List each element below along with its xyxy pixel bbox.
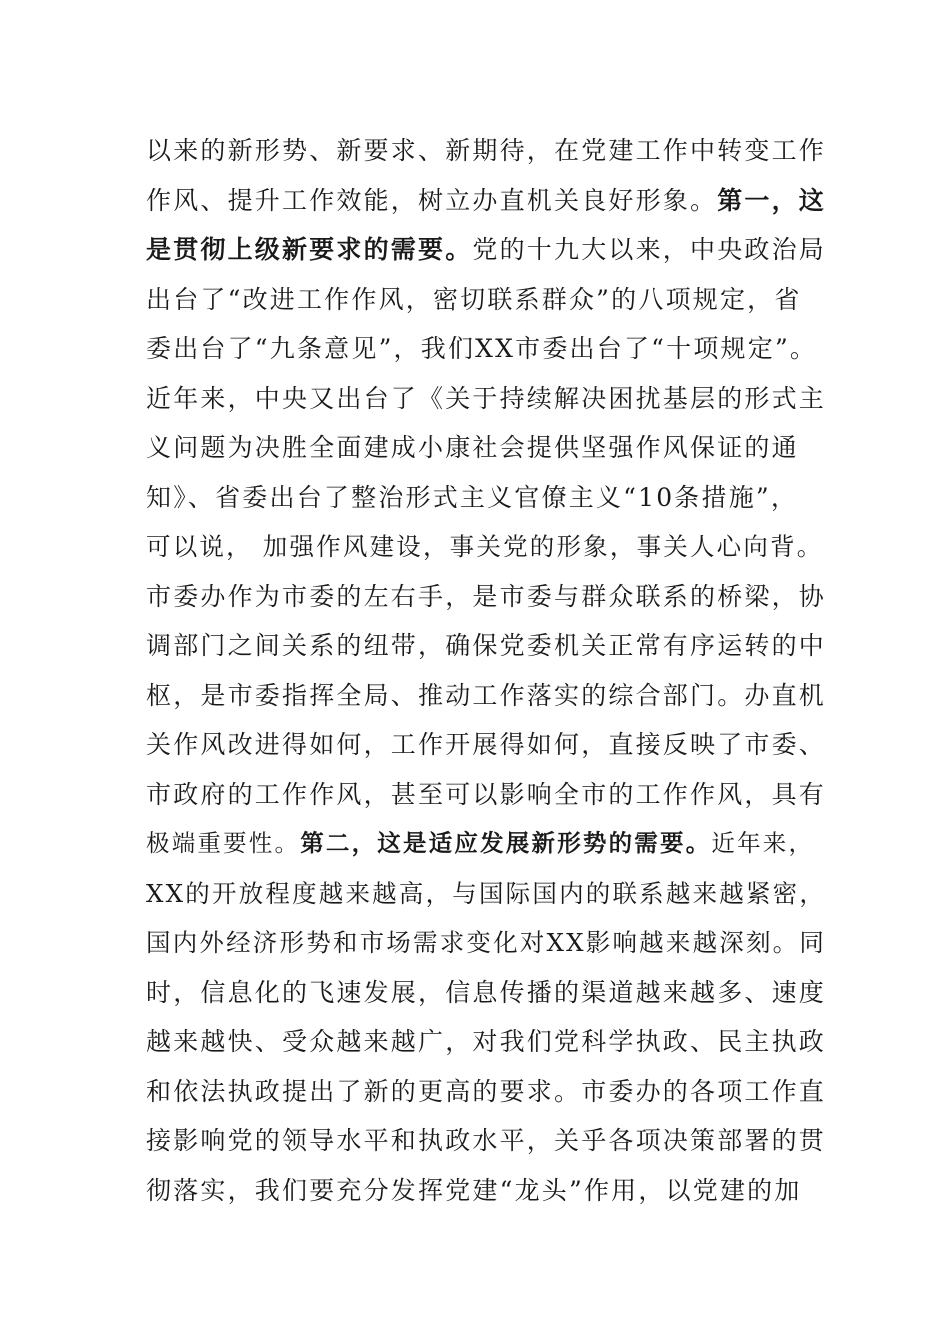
text-line xyxy=(146,423,814,473)
bold-text-segment: 第一，这 xyxy=(717,185,827,215)
text-line xyxy=(146,671,827,721)
text-segment: 枢，是市委指挥全局、推动工作落实的综合部门。办直机 xyxy=(146,680,827,710)
text-line xyxy=(146,770,827,820)
bold-text-segment: 是贯彻上级新要求的需要。 xyxy=(146,235,473,264)
text-segment: 义问题为决胜全面建成小康社会提供坚强作风保证的通 xyxy=(146,433,799,462)
text-line xyxy=(146,1166,814,1216)
text-segment: 极端重要性。 xyxy=(146,829,301,857)
text-segment: 彻落实，我们要充分发挥党建“龙头”作用，以党建的加 xyxy=(146,1175,802,1205)
text-segment: 近年来，中央又出台了《关于持续解决困扰基层的形式主 xyxy=(146,383,827,413)
text-line xyxy=(146,819,814,869)
text-segment: XX的开放程度越来越高，与国际国内的联系越来越紧密， xyxy=(146,878,827,908)
text-segment: 时，信息化的飞速发展，信息传播的渠道越来越多、速度 xyxy=(146,977,827,1007)
text-segment: 出台了“改进工作作风，密切联系群众”的八项规定，省 xyxy=(146,284,802,314)
text-line xyxy=(146,720,827,770)
text-line xyxy=(146,621,827,671)
text-segment: 市委办作为市委的左右手，是市委与群众联系的桥梁，协 xyxy=(146,581,827,611)
text-line xyxy=(146,374,827,424)
text-line xyxy=(146,324,818,374)
text-line xyxy=(146,968,827,1018)
text-line xyxy=(146,225,827,275)
text-line xyxy=(146,126,827,176)
text-segment: 委出台了“九条意见”，我们XX市委出台了“十项规定”。 xyxy=(146,334,818,363)
text-segment: 关作风改进得如何，工作开展得如何，直接反映了市委、 xyxy=(146,730,827,759)
text-segment: 党的十九大以来，中央政治局 xyxy=(472,235,827,264)
text-segment: 可以说， 加强作风建设，事关党的形象，事关人心向背。 xyxy=(146,532,824,561)
text-line xyxy=(146,918,827,968)
text-line xyxy=(146,1017,827,1067)
text-line xyxy=(146,473,814,523)
text-segment: 调部门之间关系的纽带，确保党委机关正常有序运转的中 xyxy=(146,631,827,660)
text-segment: 越来越快、受众越来越广，对我们党科学执政、民主执政 xyxy=(146,1027,827,1056)
text-segment: 接影响党的领导水平和执政水平，关乎各项决策部署的贯 xyxy=(146,1126,827,1155)
body-text xyxy=(146,126,827,1215)
text-segment: 以来的新形势、新要求、新期待，在党建工作中转变工作 xyxy=(146,136,827,165)
text-line xyxy=(146,275,814,325)
text-segment: 市政府的工作作风，甚至可以影响全市的工作作风，具有 xyxy=(146,779,827,809)
text-line xyxy=(146,869,827,919)
text-segment: 近年来， xyxy=(711,829,815,857)
text-segment: 作风、提升工作效能，树立办直机关良好形象。 xyxy=(146,185,718,215)
bold-text-segment: 第二，这是适应发展新形势的需要。 xyxy=(300,829,712,857)
text-line xyxy=(146,1067,827,1117)
text-line xyxy=(146,572,827,622)
text-line xyxy=(146,522,824,572)
text-segment: 国内外经济形势和市场需求变化对XX影响越来越深刻。同 xyxy=(146,928,827,957)
text-segment: 知》、省委出台了整治形式主义官僚主义“10条措施”， xyxy=(146,482,799,512)
text-line xyxy=(146,1116,827,1166)
text-segment: 和依法执政提出了新的更高的要求。市委办的各项工作直 xyxy=(146,1076,827,1106)
text-line xyxy=(146,176,827,226)
